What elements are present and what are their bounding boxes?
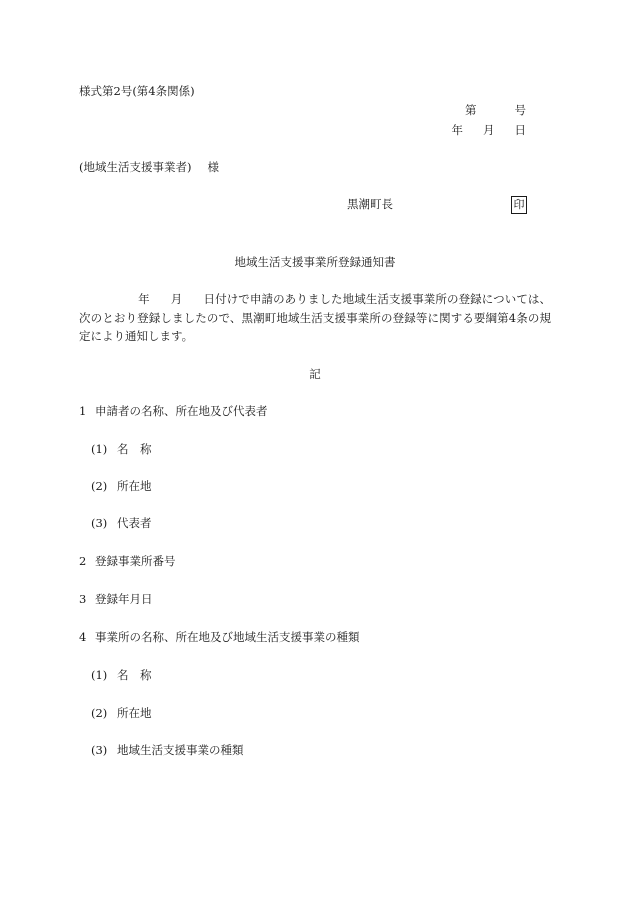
body-year: 年 [138,292,150,306]
sub-item-number: (1) [91,442,108,456]
item-number: 2 [79,554,87,568]
sub-item-label: 代表者 [117,516,152,530]
body-month: 月 [170,292,183,306]
item-4-sub-1 [91,670,152,682]
item-1-sub-1 [91,444,152,456]
sub-item-number: (2) [91,706,108,720]
sub-item-label: 所在地 [117,479,152,493]
sub-item-label: 地域生活支援事業の種類 [117,743,244,757]
item-4 [79,632,360,644]
item-1-sub-2 [91,481,152,493]
document-title: 地域生活支援事業所登録通知書 [234,255,396,269]
item-3 [79,594,153,606]
seal-stamp: 印 [511,196,527,214]
document-number-line [465,105,526,117]
sub-item-label: 名 称 [117,442,152,456]
issue-date-month: 月 [483,123,495,137]
item-label: 事業所の名称、所在地及び地域生活支援事業の種類 [95,630,360,644]
recipient-honorific: 様 [207,160,219,174]
item-4-sub-3 [91,745,244,757]
item-number: 1 [79,404,87,418]
ki-heading: 記 [309,367,321,381]
sub-item-number: (1) [91,668,108,682]
recipient-name: (地域生活支援事業者) [79,160,192,174]
body-text: 日付けで申請のありました地域生活支援事業所の登録については、次のとおり登録しましたので、黒潮町地域生活支援事業所の登録等に関する要綱第4条の規定により通知します。 [79,292,552,343]
item-number: 4 [79,630,87,644]
item-label: 登録事業所番号 [95,554,176,568]
issue-date-line [452,125,527,137]
item-1 [79,406,268,418]
sub-item-number: (2) [91,479,108,493]
item-2 [79,556,176,568]
sub-item-label: 所在地 [117,706,152,720]
item-label: 申請者の名称、所在地及び代表者 [95,404,268,418]
issue-date-year: 年 [451,123,463,137]
body-paragraph [79,290,551,346]
item-number: 3 [79,592,87,606]
document-number-go: 号 [514,103,526,117]
document-number-dai: 第 [465,103,477,117]
sub-item-number: (3) [91,743,108,757]
form-number: 様式第2号(第4条関係) [79,84,195,98]
sub-item-label: 名 称 [117,668,152,682]
recipient-line [79,162,219,174]
issue-date-day: 日 [514,123,526,137]
issuer-name: 黒潮町長 [347,197,393,211]
item-1-sub-3 [91,518,152,530]
item-4-sub-2 [91,708,152,720]
item-label: 登録年月日 [95,592,153,606]
sub-item-number: (3) [91,516,108,530]
